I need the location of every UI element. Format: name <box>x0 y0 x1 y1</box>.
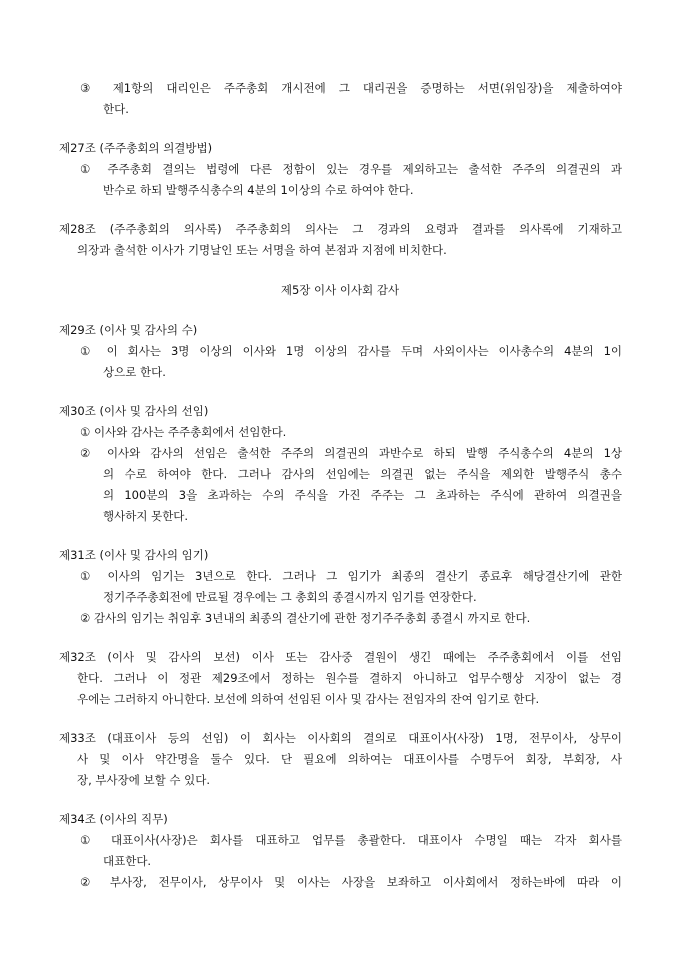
art28-line2: 의장과 출석한 이사가 기명날인 또는 서명을 하여 본점과 지점에 비치한다. <box>77 243 447 257</box>
art34-item1-line1: ① 대표이사(사장)은 회사를 대표하고 업무를 총괄한다. 대표이사 수명일 때는 각자 회사를 <box>80 833 622 847</box>
art33-line3: 장, 부사장에 보할 수 있다. <box>77 773 211 787</box>
chapter-5-title: 제5장 이사 이사회 감사 <box>280 283 400 297</box>
art30-heading: 제30조 (이사 및 감사의 선임) <box>59 404 209 418</box>
art29-item1-line2: 상으로 한다. <box>103 365 166 379</box>
art26-item3-line2: 한다. <box>103 102 129 116</box>
art29-heading: 제29조 (이사 및 감사의 수) <box>59 323 198 337</box>
art34-heading: 제34조 (이사의 직무) <box>59 812 168 826</box>
art34-item2-line1: ② 부사장, 전무이사, 상무이사 및 이사는 사장을 보좌하고 이사회에서 정하는바에 따라 이 <box>80 875 622 889</box>
art32-line3: 우에는 그러하지 아니한다. 보선에 의하여 선임된 이사 및 감사는 전임자의 잔여 임기로 한다. <box>77 692 540 706</box>
art30-item2-line3: 의 100분의 3을 초과하는 수의 주식을 가진 주주는 그 초과하는 주식에 관하여 의결권을 <box>103 488 622 502</box>
art30-item2-line2: 의 수로 하여야 한다. 그러나 감사의 선임에는 의결권 없는 주식을 제외한 발행주식 총수 <box>103 467 622 481</box>
art32-line2: 한다. 그러나 이 정관 제29조에서 정하는 원수를 결하지 아니하고 업무수행상 지장이 없는 경 <box>77 671 622 685</box>
art31-item1-line2: 정기주주총회전에 만료될 경우에는 그 총회의 종결시까지 임기를 연장한다. <box>103 590 477 604</box>
art31-heading: 제31조 (이사 및 감사의 임기) <box>59 548 209 562</box>
art29-item1-line1: ① 이 회사는 3명 이상의 이사와 1명 이상의 감사를 두며 사외이사는 이사총수의 4분의 1이 <box>80 344 622 358</box>
art27-heading: 제27조 (주주총회의 의결방법) <box>59 141 213 155</box>
art33-line2: 사 및 이사 약간명을 둘수 있다. 단 필요에 의하여는 대표이사를 수명두어 회장, 부회장, 사 <box>77 752 622 766</box>
art27-item1-line1: ① 주주총회 결의는 법령에 다른 정함이 있는 경우를 제외하고는 출석한 주주의 의결권의 과 <box>80 162 622 176</box>
art34-item1-line2: 대표한다. <box>103 854 152 868</box>
art30-item1: ① 이사와 감사는 주주총회에서 선임한다. <box>80 425 287 439</box>
art30-item2-line4: 행사하지 못한다. <box>103 509 189 523</box>
art31-item1-line1: ① 이사의 임기는 3년으로 한다. 그러나 그 임기가 최종의 결산기 종료후 해당결산기에 관한 <box>80 569 622 583</box>
art30-item2-line1: ② 이사와 감사의 선임은 출석한 주주의 의결권의 과반수로 하되 발행 주식총수의 4분의 1상 <box>80 446 622 460</box>
art31-item2: ② 감사의 임기는 취임후 3년내의 최종의 결산기에 관한 정기주주총회 종결시 까지로 한다. <box>80 611 531 625</box>
art33-line1: 제33조 (대표이사 등의 선임) 이 회사는 이사회의 결의로 대표이사(사장) 1명, 전무이사, 상무이 <box>59 731 622 745</box>
art28-line1: 제28조 (주주총회의 의사록) 주주총회의 의사는 그 경과의 요령과 결과를 의사록에 기재하고 <box>59 222 622 236</box>
art32-line1: 제32조 (이사 및 감사의 보선) 이사 또는 감사중 결원이 생긴 때에는 주주총회에서 이를 선임 <box>59 650 622 664</box>
art26-item3-line1: ③ 제1항의 대리인은 주주총회 개시전에 그 대리권을 증명하는 서면(위임장)을 제출하여야 <box>80 81 622 95</box>
art27-item1-line2: 반수로 하되 발행주식총수의 4분의 1이상의 수로 하여야 한다. <box>103 183 414 197</box>
